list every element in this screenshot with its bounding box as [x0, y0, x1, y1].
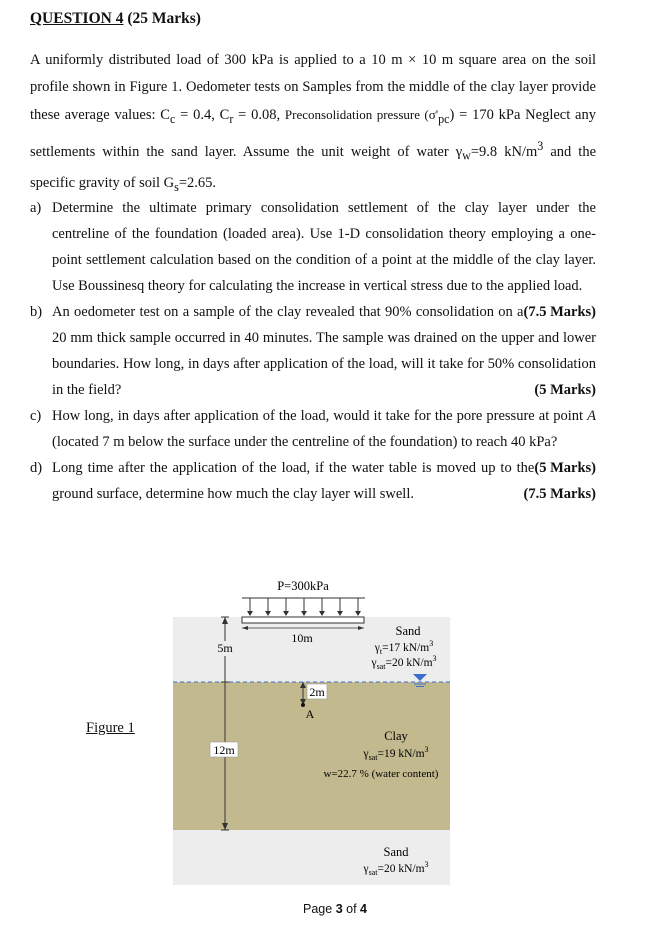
question-marks: (25 Marks)	[127, 10, 201, 27]
intro-paragraph: A uniformly distributed load of 300 kPa is applied to a 10 m × 10 m square area on the soil profile shown in Figure 1. Oedometer tests on Samples from the middle of the clay layer provide these average values: $C_c = 0.4$, $C_r = 0.08$, Preconsolidation pressure $(\sigma'_{pc}) = 170$ kPa Neglect any settlements within the sand layer. Assume the unit weight of water $\gamma_w=9.8$ $kN/m^3$ and the specific gravity of soil $G_s=2.65$.	[30, 52, 597, 194]
clay-thickness-dimension: 12m	[213, 743, 235, 757]
question-c-marks: (5 Marks)	[534, 460, 596, 476]
clay-gamma-sat: $\gamma_{sat}=19$ $kN/m^3$	[363, 745, 429, 762]
question-list	[30, 195, 596, 507]
width-dimension: 10m	[291, 631, 313, 645]
point-a-label: A	[305, 707, 315, 721]
question-heading	[30, 10, 201, 28]
load-label: P=300kPa	[277, 579, 329, 593]
question-a-text: Determine the ultimate primary consolidation settlement of the clay layer under the centreline of the foundation (loaded area). Use 1-D consolidation theory employing a one-point settlement calculation based on the condition of a point at the middle of the clay layer. Use Boussinesq theory for calculating the increase in vertical stress due to the applied load.	[52, 200, 596, 294]
question-number: QUESTION 4	[30, 10, 124, 27]
question-c: c) How long, in days after application of the load, would it take for the pore pressure at point A (located 7 m below the surface under the centreline of the foundation) to reach 40 kPa? (5 Marks)	[30, 403, 596, 455]
question-b-text: An oedometer test on a sample of the clay revealed that 90% consolidation on a 20 mm thick sample occurred in 40 minutes. The sample was drained on the upper and lower boundaries. How long, in days after application of the load, will it take for 50% consolidation in the field?	[52, 304, 596, 398]
load-arrows	[242, 598, 365, 613]
bottom-sand-gamma-sat: $\gamma_{sat}=20$ $kN/m^3$	[363, 860, 429, 877]
question-d-marks: (7.5 Marks)	[523, 486, 596, 502]
point-depth-dimension: 2m	[309, 685, 325, 699]
soil-profile-figure	[0, 560, 670, 895]
top-sand-gamma-sat: $\gamma_{sat}=20$ $kN/m^3$	[371, 654, 437, 671]
question-a-marks: (7.5 Marks)	[523, 304, 596, 320]
question-b: b) An oedometer test on a sample of the clay revealed that 90% consolidation on a 20 mm thick sample occurred in 40 minutes. The sample was drained on the upper and lower boundaries. How long, in days after application of the load, will it take for 50% consolidation in the field? (5 Marks)	[30, 299, 596, 403]
figure-label: Figure 1	[86, 720, 135, 736]
clay-name: Clay	[384, 729, 408, 743]
clay-water-content: w=22.7 % (water content)	[323, 768, 439, 780]
question-b-marks: (5 Marks)	[534, 382, 596, 398]
footing	[242, 617, 364, 623]
top-sand-gamma-t: $\gamma_t=17$ $kN/m^3$	[374, 639, 434, 656]
question-d-text: Long time after the application of the load, if the water table is moved up to the ground surface, determine how much the clay layer will swell.	[52, 460, 535, 502]
question-c-text: How long, in days after application of the load, would it take for the pore pressure at point A (located 7 m below the surface under the centreline of the foundation) to reach 40 kPa?	[52, 408, 596, 450]
sand-depth-dimension: 5m	[217, 641, 233, 655]
bottom-sand-name: Sand	[383, 845, 409, 859]
question-d: d) Long time after the application of the load, if the water table is moved up to the ground surface, determine how much the clay layer will swell. (7.5 Marks)	[30, 455, 596, 507]
point-a-marker	[301, 703, 305, 707]
question-a: a) Determine the ultimate primary consolidation settlement of the clay layer under the centreline of the foundation (loaded area). Use 1-D consolidation theory employing a one-point settlement calculation based on the condition of a point at the middle of the clay layer. Use Boussinesq theory for calculating the increase in vertical stress due to the applied load. (7.5 Marks)	[30, 195, 596, 299]
top-sand-name: Sand	[395, 624, 421, 638]
page-number: Page 3 of 4	[303, 902, 367, 916]
